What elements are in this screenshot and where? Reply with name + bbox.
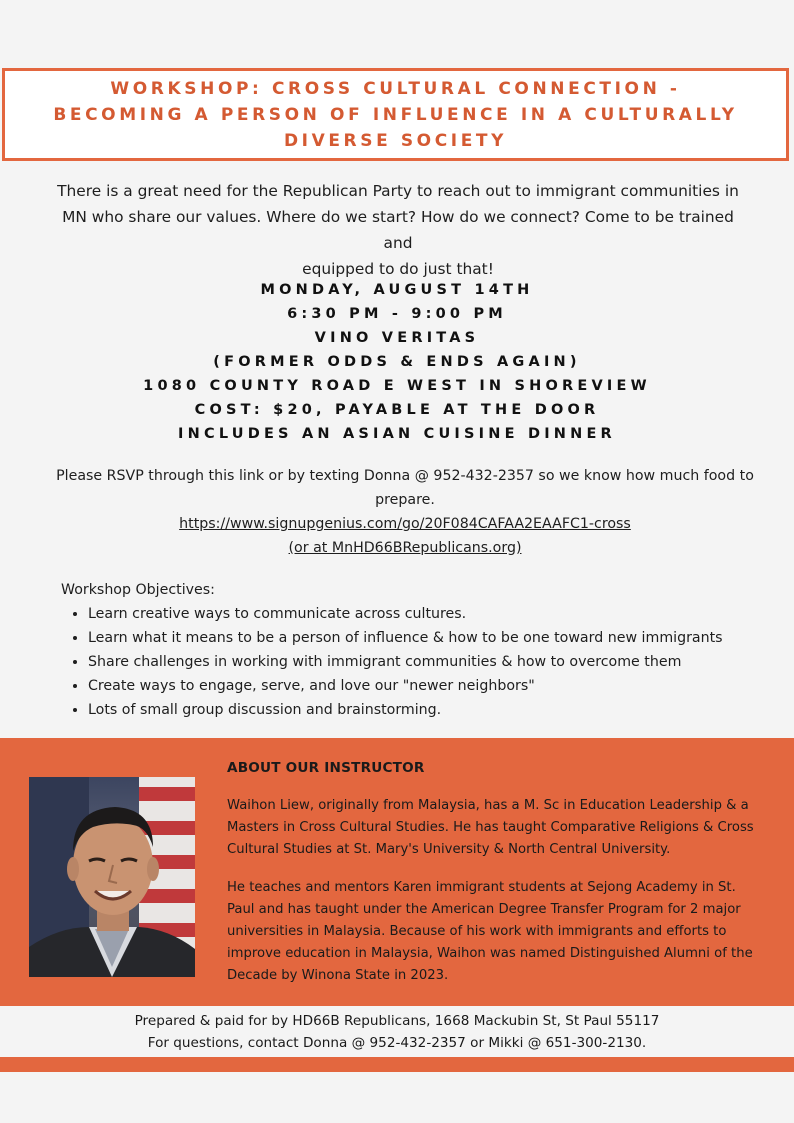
rsvp-section xyxy=(40,464,770,560)
event-details xyxy=(60,278,734,446)
bio-line: Decade by Winona State in 2023. xyxy=(227,968,449,983)
event-time: 6:30 PM - 9:00 PM xyxy=(287,306,507,322)
bio-line: universities in Malaysia. Because of his work with immigrants and efforts to xyxy=(227,924,727,939)
instructor-portrait-image xyxy=(29,777,195,977)
instructor-section xyxy=(0,738,794,1006)
rsvp-text: Please RSVP through this link or by texting Donna @ 952-432-2357 so we know how much food to xyxy=(56,468,754,484)
signup-link[interactable]: https://www.signupgenius.com/go/20F084CAFAA2EAAFC1-cross xyxy=(179,516,631,532)
title-banner xyxy=(2,68,789,161)
event-venue-note: (FORMER ODDS & ENDS AGAIN) xyxy=(213,354,581,370)
objectives-list xyxy=(61,602,761,722)
intro-line: equipped to do just that! xyxy=(302,260,494,278)
instructor-photo xyxy=(29,777,195,977)
list-item: • Share challenges in working with immigrant communities & how to overcome them xyxy=(88,650,761,674)
event-date: MONDAY, AUGUST 14TH xyxy=(260,282,534,298)
instructor-heading: ABOUT OUR INSTRUCTOR xyxy=(227,760,425,776)
instructor-bio-paragraph-1 xyxy=(227,795,763,861)
footer-line-1: Prepared & paid for by HD66B Republicans, 1668 Mackubin St, St Paul 55117 xyxy=(134,1013,660,1029)
event-dinner: INCLUDES AN ASIAN CUISINE DINNER xyxy=(178,426,616,442)
bottom-accent-bar xyxy=(0,1057,794,1072)
footer-disclaimer xyxy=(0,1010,794,1054)
objectives-section xyxy=(61,578,761,722)
website-link[interactable]: (or at MnHD66BRepublicans.org) xyxy=(288,540,522,556)
list-item: • Create ways to engage, serve, and love our "newer neighbors" xyxy=(88,674,761,698)
list-item: • Lots of small group discussion and brainstorming. xyxy=(88,698,761,722)
bio-line: Cultural Studies at St. Mary's University & North Central University. xyxy=(227,842,671,857)
intro-line: There is a great need for the Republican Party to reach out to immigrant communities in xyxy=(57,182,739,200)
objectives-heading: Workshop Objectives: xyxy=(61,582,215,598)
instructor-bio-paragraph-2 xyxy=(227,877,763,987)
list-item: • Learn creative ways to communicate across cultures. xyxy=(88,602,761,626)
intro-line: MN who share our values. Where do we start? How do we connect? Come to be trained and xyxy=(62,208,734,252)
event-cost: COST: $20, PAYABLE AT THE DOOR xyxy=(194,402,600,418)
bio-line: Masters in Cross Cultural Studies. He has taught Comparative Religions & Cross xyxy=(227,820,754,835)
bio-line: Waihon Liew, originally from Malaysia, has a M. Sc in Education Leadership & a xyxy=(227,798,749,813)
title-line-1: WORKSHOP: CROSS CULTURAL CONNECTION - xyxy=(110,78,681,99)
event-venue: VINO VERITAS xyxy=(314,330,480,346)
list-item: • Learn what it means to be a person of influence & how to be one toward new immigrants xyxy=(88,626,761,650)
intro-paragraph xyxy=(48,178,748,282)
rsvp-text-cont: prepare. xyxy=(375,492,435,508)
title-line-3: DIVERSE SOCIETY xyxy=(283,130,508,151)
bio-line: improve education in Malaysia, Waihon was named Distinguished Alumni of the xyxy=(227,946,753,961)
bio-line: Paul and has taught under the American Degree Transfer Program for 2 major xyxy=(227,902,741,917)
event-address: 1080 COUNTY ROAD E WEST IN SHOREVIEW xyxy=(143,378,651,394)
title-line-2: BECOMING A PERSON OF INFLUENCE IN A CULTURALLY xyxy=(53,104,738,125)
footer-line-2: For questions, contact Donna @ 952-432-2357 or Mikki @ 651-300-2130. xyxy=(147,1035,647,1051)
bio-line: He teaches and mentors Karen immigrant students at Sejong Academy in St. xyxy=(227,880,736,895)
